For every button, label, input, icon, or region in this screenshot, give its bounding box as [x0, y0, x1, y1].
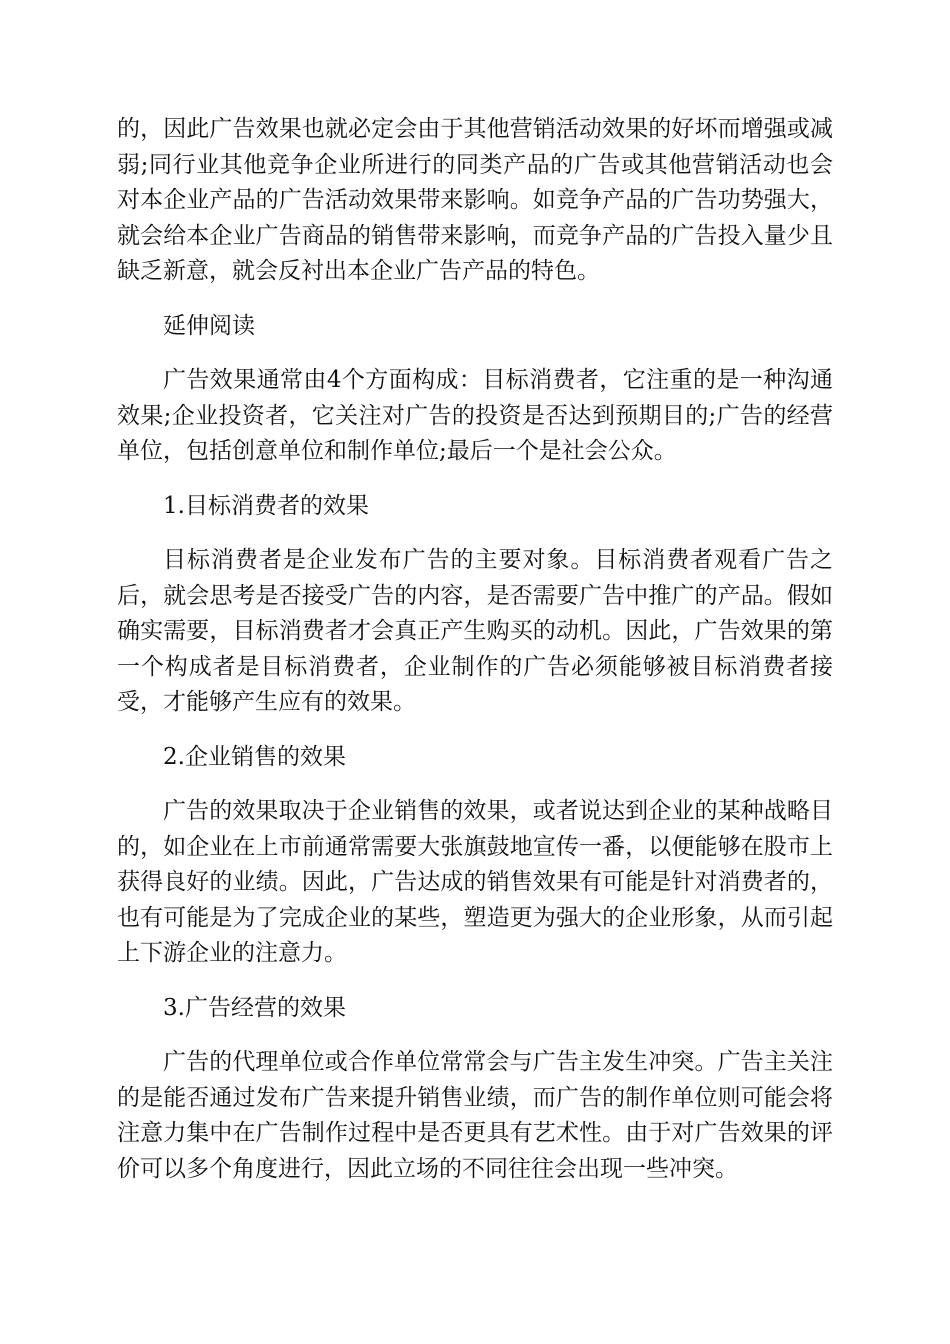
heading-ad-operation-effect: 3.广告经营的效果 — [163, 994, 346, 1021]
section-title-extended-reading: 延伸阅读 — [163, 312, 255, 339]
heading-enterprise-sales-effect: 2.企业销售的效果 — [163, 743, 346, 770]
paragraph-enterprise-sales: 广告的效果取决于企业销售的效果，或者说达到企业的某种战略目的，如企业在上市前通常需要大张旗鼓地宣传一番，以便能够在股市上获得良好的业绩。因此，广告达成的销售效果有可能是针对消费者的，也有可能是为了完成企业的某些，塑造更为强大的企业形象，从而引起上下游企业的注意力。 — [117, 798, 833, 966]
paragraph-ad-operation: 广告的代理单位或合作单位常常会与广告主发生冲突。广告主关注的是能否通过发布广告来提升销售业绩，而广告的制作单位则可能会将注意力集中在广告制作过程中是否更具有艺术性。由于对广告效果的评价可以多个角度进行，因此立场的不同往往会出现一些冲突。 — [117, 1049, 833, 1182]
paragraph-target-consumer: 目标消费者是企业发布广告的主要对象。目标消费者观看广告之后，就会思考是否接受广告的内容，是否需要广告中推广的产品。假如确实需要，目标消费者才会真正产生购买的动机。因此，广告效果的第一个构成者是目标消费者，企业制作的广告必须能够被目标消费者接受，才能够产生应有的效果。 — [117, 547, 833, 715]
paragraph-ad-effect-components: 广告效果通常由4个方面构成：目标消费者，它注重的是一种沟通效果;企业投资者，它关注对广告的投资是否达到预期目的;广告的经营单位，包括创意单位和制作单位;最后一个是社会公众。 — [117, 367, 833, 464]
paragraph-continuation: 的，因此广告效果也就必定会由于其他营销活动效果的好坏而增强或减弱;同行业其他竞争企业所进行的同类产品的广告或其他营销活动也会对本企业产品的广告活动效果带来影响。如竞争产品的广告功势强大，就会给本企业广告商品的销售带来影响，而竞争产品的广告投入量少且缺乏新意，就会反衬出本企业广告产品的特色。 — [117, 116, 833, 284]
heading-target-consumer-effect: 1.目标消费者的效果 — [163, 492, 369, 519]
document-page — [117, 112, 833, 1206]
